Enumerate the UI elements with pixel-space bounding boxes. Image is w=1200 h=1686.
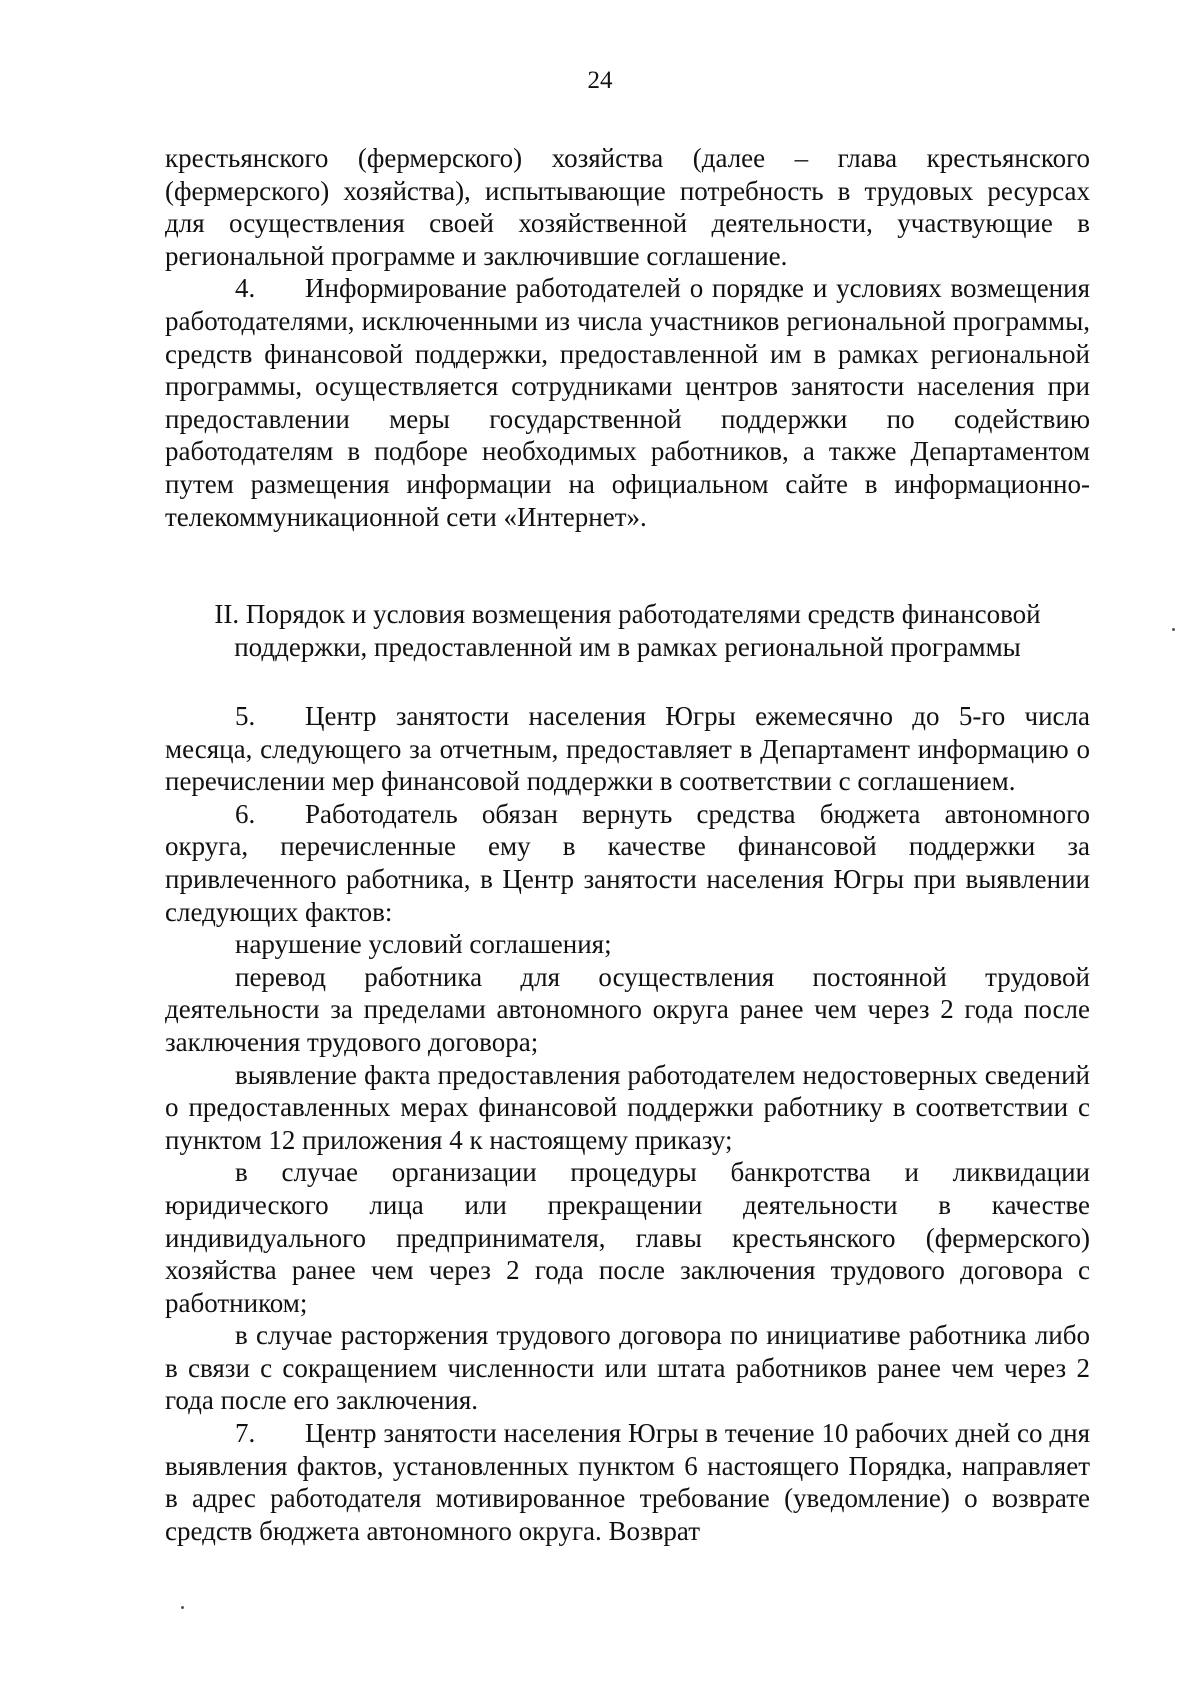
- scan-speck: [181, 1606, 184, 1609]
- item-4-text: Информирование работодателей о порядке и условиях возмещения работодателями, исключенными из числа участников региональной программы, средств финансовой поддержки, предоставленной им в рамках региональной программы, осуществляется сотрудниками центров занятости населения при предоставлении меры государственной поддержки по содействию работодателям в подборе необходимых работников, а также Департаментом путем размещения информации на официальном сайте в информационно-телекоммуникационной сети «Интернет».: [165, 273, 1090, 532]
- item-7-text: Центр занятости населения Югры в течение 10 рабочих дней со дня выявления фактов, установленных пунктом 6 настоящего Порядка, направляет в адрес работодателя мотивированное требование (уведомление) о возврате средств бюджета автономного округа. Возврат: [165, 1418, 1090, 1546]
- section-2-text: [165, 700, 1090, 1547]
- item-4-paragraph: [165, 272, 1090, 533]
- item-5-number: 5.: [235, 701, 256, 731]
- fact-paragraph: нарушение условий соглашения;: [235, 929, 612, 960]
- section-1-text: [165, 142, 1090, 533]
- item-7-paragraph: [165, 1417, 1090, 1547]
- section-heading: [165, 598, 1090, 664]
- fact-paragraph: выявление факта предоставления работодателем недостоверных сведений о предоставленных мерах финансовой поддержки работнику в соответствии с пунктом 12 приложения 4 к настоящему приказу;: [165, 1059, 1090, 1155]
- item-6-paragraph: [165, 798, 1090, 928]
- item-4-number: 4.: [235, 273, 256, 304]
- scan-speck: [1172, 628, 1175, 631]
- page-number: 24: [587, 67, 613, 94]
- fact-paragraph: перевод работника для осуществления постоянной трудовой деятельности за пределами автономного округа ранее чем через 2 года после заключения трудового договора;: [165, 961, 1090, 1057]
- section-heading-line-2: поддержки, предоставленной им в рамках региональной программы: [234, 632, 1021, 662]
- item-5-text: Центр занятости населения Югры ежемесячно до 5-го числа месяца, следующего за отчетным, предоставляет в Департамент информацию о перечислении мер финансовой поддержки в соответствии с соглашением.: [165, 701, 1090, 797]
- section-heading-line-1: II. Порядок и условия возмещения работодателями средств финансовой: [214, 599, 1041, 629]
- item-6-number: 6.: [235, 798, 256, 829]
- fact-paragraph: в случае расторжения трудового договора по инициативе работника либо в связи с сокращением численности или штата работников ранее чем через 2 года после его заключения.: [165, 1320, 1090, 1416]
- continuation-paragraph: крестьянского (фермерского) хозяйства (далее – глава крестьянского (фермерского) хозяйства), испытывающие потребность в трудовых ресурсах для осуществления своей хозяйственной деятельности, участвующие в региональной программе и заключившие соглашение.: [165, 143, 1090, 271]
- item-7-number: 7.: [235, 1418, 256, 1449]
- item-6-text: Работодатель обязан вернуть средства бюджета автономного округа, перечисленные ему в качестве финансовой поддержки за привлеченного работника, в Центр занятости населения Югры при выявлении следующих фактов:: [165, 798, 1090, 927]
- fact-paragraph: в случае организации процедуры банкротства и ликвидации юридического лица или прекращении деятельности в качестве индивидуального предпринимателя, главы крестьянского (фермерского) хозяйства ранее чем через 2 года после заключения трудового договора с работником;: [165, 1157, 1090, 1318]
- item-5-paragraph: [165, 700, 1090, 798]
